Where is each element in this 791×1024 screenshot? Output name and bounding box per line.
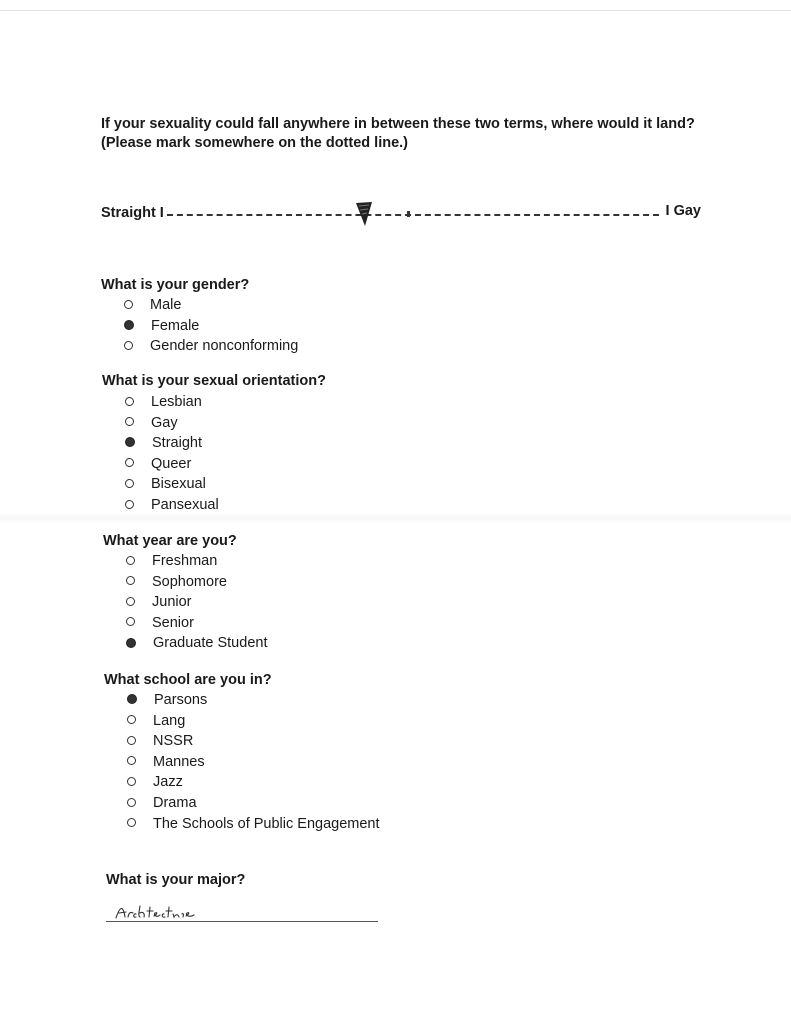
school-option-label: The Schools of Public Engagement bbox=[153, 815, 380, 832]
radio-empty-icon[interactable] bbox=[127, 715, 136, 724]
radio-filled-icon[interactable] bbox=[124, 320, 134, 330]
gender-option-label: Female bbox=[151, 317, 200, 334]
orientation-question: What is your sexual orientation? bbox=[102, 373, 326, 389]
radio-empty-icon[interactable] bbox=[127, 818, 136, 827]
gender-option[interactable] bbox=[124, 295, 298, 316]
scale-midpoint-tick bbox=[407, 211, 410, 217]
school-option-label: Parsons bbox=[154, 692, 208, 708]
year-option[interactable] bbox=[126, 633, 267, 654]
school-option-label: NSSR bbox=[153, 733, 194, 750]
orientation-option[interactable] bbox=[125, 495, 219, 516]
orientation-option-label: Lesbian bbox=[151, 394, 202, 410]
radio-empty-icon[interactable] bbox=[125, 479, 134, 488]
radio-empty-icon[interactable] bbox=[124, 300, 133, 309]
scale-left-label: Straight I bbox=[101, 205, 164, 221]
radio-empty-icon[interactable] bbox=[125, 500, 134, 509]
year-option-label: Sophomore bbox=[152, 573, 227, 590]
school-option[interactable] bbox=[127, 752, 380, 773]
gender-options bbox=[124, 295, 298, 357]
radio-empty-icon[interactable] bbox=[127, 736, 136, 745]
school-option-label: Jazz bbox=[153, 774, 183, 791]
major-question: What is your major? bbox=[106, 872, 246, 888]
school-option-label: Drama bbox=[153, 794, 197, 811]
orientation-option[interactable] bbox=[125, 433, 219, 454]
scale-right-label: I Gay bbox=[665, 203, 701, 219]
radio-empty-icon[interactable] bbox=[126, 617, 135, 626]
radio-empty-icon[interactable] bbox=[125, 417, 134, 426]
radio-empty-icon[interactable] bbox=[127, 756, 136, 765]
radio-filled-icon[interactable] bbox=[127, 694, 137, 704]
orientation-option-label: Bisexual bbox=[151, 476, 206, 493]
scan-edge bbox=[0, 10, 791, 11]
year-option-label: Graduate Student bbox=[153, 635, 268, 652]
orientation-option[interactable] bbox=[125, 454, 219, 475]
orientation-option[interactable] bbox=[125, 392, 219, 413]
radio-filled-icon[interactable] bbox=[126, 638, 136, 648]
sexuality-scale[interactable] bbox=[101, 202, 701, 232]
orientation-options bbox=[125, 392, 219, 516]
school-option[interactable] bbox=[127, 793, 380, 814]
sexuality-scale-prompt: If your sexuality could fall anywhere in between these two terms, where would it land? (Please mark somewhere on the dotted line.) bbox=[101, 116, 695, 151]
gender-option[interactable] bbox=[124, 336, 298, 357]
orientation-option-label: Gay bbox=[151, 414, 178, 431]
radio-empty-icon[interactable] bbox=[126, 597, 135, 606]
major-answer-line[interactable] bbox=[106, 921, 378, 922]
year-option[interactable] bbox=[126, 551, 267, 572]
gender-option[interactable] bbox=[124, 316, 298, 337]
orientation-option[interactable] bbox=[125, 474, 219, 495]
scale-dotted-line[interactable] bbox=[167, 214, 659, 216]
school-option[interactable] bbox=[127, 814, 380, 835]
orientation-option-label: Pansexual bbox=[151, 496, 219, 513]
year-option-label: Freshman bbox=[152, 553, 218, 569]
gender-option-label: Gender nonconforming bbox=[150, 338, 299, 355]
radio-empty-icon[interactable] bbox=[127, 777, 136, 786]
scan-artifact bbox=[0, 512, 791, 524]
year-option[interactable] bbox=[126, 572, 267, 593]
orientation-option-label: Straight bbox=[152, 435, 202, 452]
gender-option-label: Male bbox=[150, 297, 182, 313]
radio-empty-icon[interactable] bbox=[125, 397, 134, 406]
year-option[interactable] bbox=[126, 592, 267, 613]
radio-empty-icon[interactable] bbox=[124, 341, 133, 350]
school-option[interactable] bbox=[127, 690, 380, 711]
orientation-option-label: Queer bbox=[151, 455, 192, 472]
radio-empty-icon[interactable] bbox=[127, 798, 136, 807]
major-answer-handwriting bbox=[114, 902, 224, 922]
year-option[interactable] bbox=[126, 613, 267, 634]
radio-empty-icon[interactable] bbox=[126, 576, 135, 585]
radio-filled-icon[interactable] bbox=[125, 437, 135, 447]
year-option-label: Senior bbox=[152, 614, 194, 631]
school-option[interactable] bbox=[127, 731, 380, 752]
radio-empty-icon[interactable] bbox=[126, 556, 135, 565]
school-option[interactable] bbox=[127, 711, 380, 732]
school-option[interactable] bbox=[127, 772, 380, 793]
year-option-label: Junior bbox=[152, 594, 192, 611]
year-question: What year are you? bbox=[103, 533, 237, 549]
orientation-option[interactable] bbox=[125, 413, 219, 434]
school-option-label: Mannes bbox=[153, 753, 205, 770]
school-option-label: Lang bbox=[153, 712, 186, 729]
scale-hand-mark-icon bbox=[355, 200, 373, 228]
school-question: What school are you in? bbox=[104, 672, 272, 688]
school-options bbox=[127, 690, 380, 834]
year-options bbox=[126, 551, 267, 654]
radio-empty-icon[interactable] bbox=[125, 458, 134, 467]
gender-question: What is your gender? bbox=[101, 277, 250, 293]
